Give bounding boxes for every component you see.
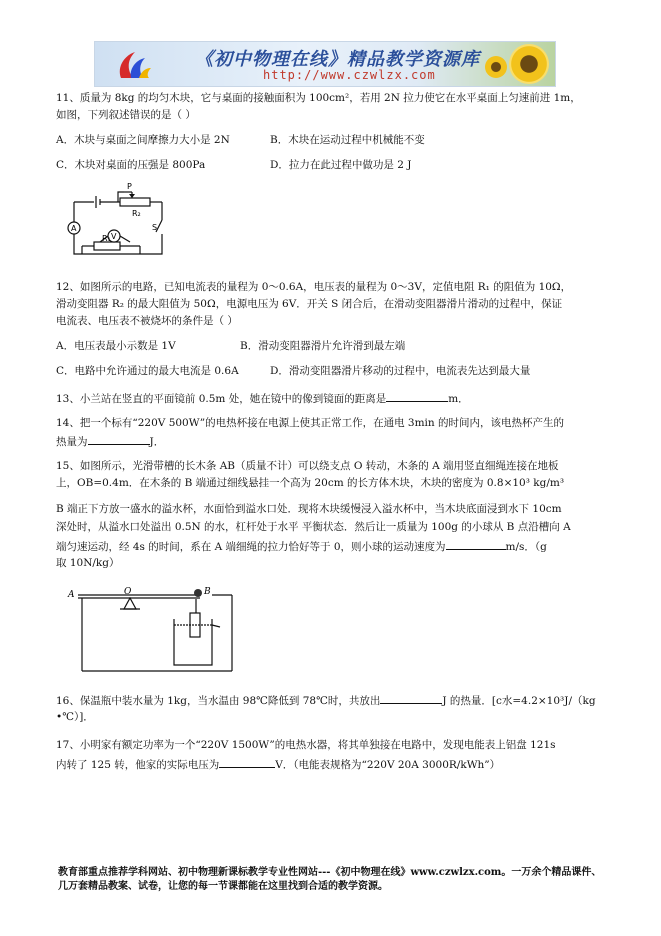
q12-line3: 电流表、电压表不被烧坏的条件是（ ） <box>56 315 238 327</box>
q17-line2 <box>56 756 500 772</box>
q12-option-a: A．电压表最小示数是 1V <box>56 340 176 352</box>
q15-line1: 15、如图所示，光滑带槽的长木条 AB（质量不计）可以绕支点 O 转动，木条的 A 端用竖直细绳连接在地板 <box>56 460 559 472</box>
q15-line5-pre: 端匀速运动，经 4s 的时间，系在 A 端细绳的拉力恰好等于 0，则小球的运动速度为 <box>56 541 446 553</box>
sunflower-icon <box>485 56 507 78</box>
q13-unit: m． <box>448 393 469 405</box>
q15-line3: B 端正下方放一盛水的溢水杯，水面恰到溢水口处．现将木块缓慢浸入溢水杯中，当木块底面浸到水下 10cm <box>56 503 562 515</box>
circuit-label-r1: R₁ <box>102 234 111 243</box>
q16-line1-post: J 的热量．[c水=4.2×10³J/（kg <box>442 695 596 707</box>
footer-line1: 教育部重点推荐学科网站、初中物理新课标教学专业性网站---《初中物理在线》www.czwlzx.com。一万余个精品课件、 <box>58 867 602 878</box>
q12-option-c: C．电路中允许通过的最大电流是 0.6A <box>56 365 239 377</box>
q15-line2: 上，OB=0.4m．在木条的 B 端通过细线悬挂一个高为 20cm 的长方体木块，木块的密度为 0.8×10³ kg/m³ <box>56 477 565 489</box>
q11-line2: 如图，下列叙述错误的是（ ） <box>56 109 196 121</box>
q17-line2-post: V．（电能表规格为“220V 20A 3000R/kWh”） <box>275 759 501 771</box>
header-banner <box>94 41 556 87</box>
q17-line2-pre: 内转了 125 转，他家的实际电压为 <box>56 759 220 771</box>
lever-label-o: O <box>124 587 132 597</box>
q13-line <box>56 390 469 406</box>
q14-line2-pre: 热量为 <box>56 436 88 448</box>
q14-line2 <box>56 433 164 449</box>
q17-line1: 17、小明家有额定功率为一个“220V 1500W”的电热水器，将其单独接在电路中，发现电能表上铝盘 121s <box>56 739 556 751</box>
circuit-label-p: P <box>127 182 132 191</box>
q16-line1-pre: 16、保温瓶中装水量为 1kg，当水温由 98℃降低到 78℃时，共放出 <box>56 695 381 707</box>
q14-answer-blank[interactable] <box>88 433 150 445</box>
circuit-label-v: V <box>111 232 117 241</box>
q11-line1: 11、质量为 8kg 的均匀木块，它与桌面的接触面积为 100cm²，若用 2N 拉力使它在水平桌面上匀速前进 1m， <box>56 92 581 104</box>
circuit-label-a: A <box>71 224 77 233</box>
q16-line2: •℃）]． <box>56 711 94 723</box>
site-logo-icon <box>113 48 153 82</box>
circuit-label-s: S <box>152 223 158 232</box>
q15-line6: 取 10N/kg） <box>56 557 120 569</box>
footer-line2: 几万套精品教案、试卷，让您的每一节课都能在这里找到合适的教学资源。 <box>58 881 388 892</box>
q12-option-b: B．滑动变阻器滑片允许滑到最左端 <box>240 340 406 352</box>
q12-line1: 12、如图所示的电路，已知电流表的量程为 0～0.6A，电压表的量程为 0～3V，定值电阻 R₁ 的阻值为 10Ω， <box>56 281 572 293</box>
circuit-diagram <box>62 182 172 260</box>
q13-answer-blank[interactable] <box>386 390 448 402</box>
sunflower-icon <box>509 44 549 84</box>
q12-option-d: D．滑动变阻器滑片移动的过程中，电流表先达到最大量 <box>270 365 531 377</box>
circuit-label-r2: R₂ <box>132 209 141 218</box>
q15-line5-post: m/s．（g <box>505 541 547 553</box>
lever-label-b: B <box>204 587 211 597</box>
q12-line2: 滑动变阻器 R₂ 的最大阻值为 50Ω，电源电压为 6V．开关 S 闭合后，在滑动变阻器滑片滑动的过程中，保证 <box>56 298 563 310</box>
q16-answer-blank[interactable] <box>380 692 442 704</box>
q11-option-b: B．木块在运动过程中机械能不变 <box>270 134 425 146</box>
lever-label-a: A <box>68 590 75 600</box>
lever-diagram <box>62 585 242 675</box>
q11-option-c: C．木块对桌面的压强是 800Pa <box>56 159 206 171</box>
q14-line2-post: J． <box>149 436 165 448</box>
q15-line5 <box>56 538 547 554</box>
q11-option-a: A．木块与桌面之间摩擦力大小是 2N <box>56 134 230 146</box>
banner-title: 《初中物理在线》精品教学资源库 <box>195 49 480 70</box>
q15-answer-blank[interactable] <box>446 538 506 550</box>
q15-line4: 深处时，从溢水口处溢出 0.5N 的水，杠杆处于水平 平衡状态．然后让一质量为 100g 的小球从 B 点沿槽向 A <box>56 521 571 533</box>
banner-url: http://www.czwlzx.com <box>263 68 436 82</box>
q17-answer-blank[interactable] <box>219 756 275 768</box>
q16-line1 <box>56 692 596 708</box>
q14-line1: 14、把一个标有“220V 500W”的电热杯接在电源上使其正常工作，在通电 3min 的时间内，该电热杯产生的 <box>56 417 565 429</box>
q13-text: 13、小兰站在竖直的平面镜前 0.5m 处，她在镜中的像到镜面的距离是 <box>56 393 387 405</box>
q11-option-d: D．拉力在此过程中做功是 2 J <box>270 159 412 171</box>
